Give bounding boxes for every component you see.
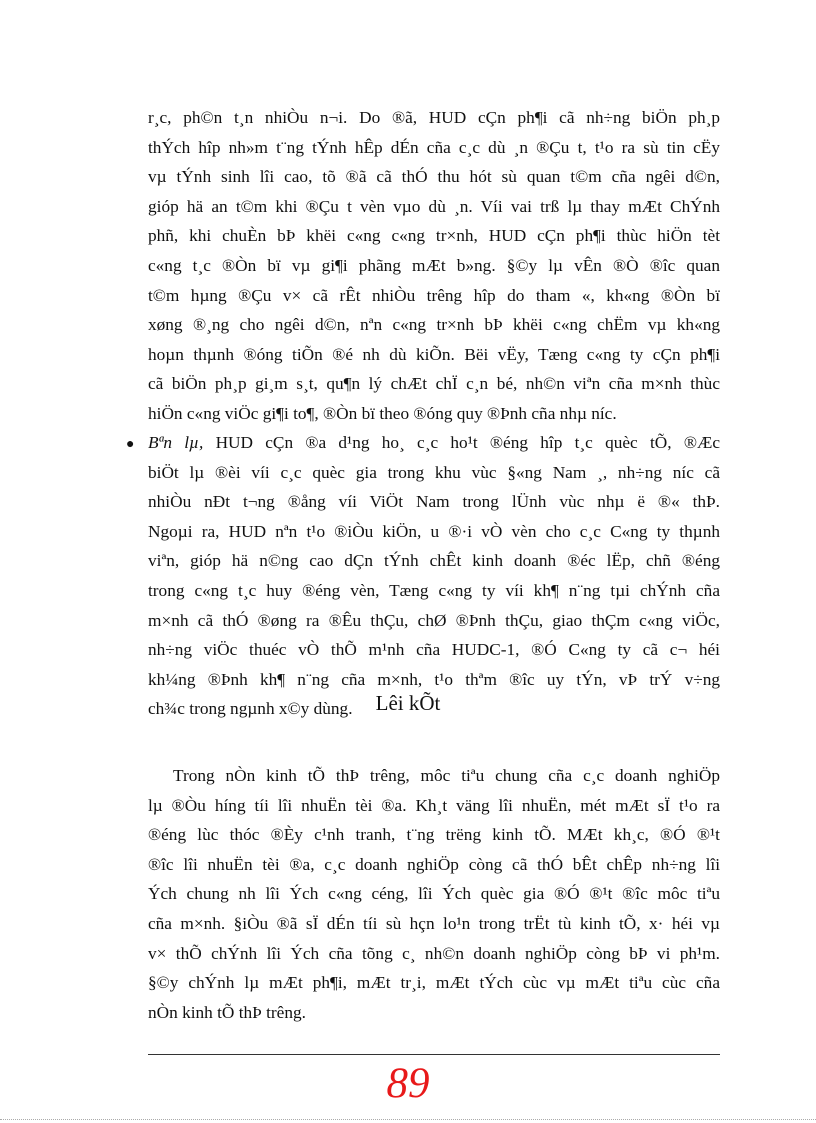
text-line: nhiÒu nÐt t¬ng ®ång víi ViÖt Nam trong lÜnh vùc nhµ ë ®« thÞ. (148, 492, 720, 512)
paragraph-1 (148, 103, 720, 429)
text-line: hiÖn c«ng viÖc gi¶i to¶, ®Òn bï theo ®óng quy ®Þnh cña nhµ níc. (148, 403, 617, 423)
text-line: trong c«ng t¸c huy ®éng vèn, Tæng c«ng ty víi kh¶ n¨ng tµi chÝnh cña (148, 580, 720, 600)
text-line: viªn, gióp hä n©ng cao dÇn tÝnh chÊt kinh doanh ®éc lËp, chñ ®éng (148, 551, 720, 571)
text-line: lµ ®Òu híng tíi lîi nhuËn tèi ®a. Kh¸t väng lîi nhuËn, mét mÆt sÏ t¹o ra (148, 795, 720, 815)
text-line: thÝch hîp nh»m t¨ng tÝnh hÊp dÉn cña c¸c dù ¸n ®Çu t, t¹o ra sù tin cËy (148, 137, 720, 157)
text-line: ®éng lùc thóc ®Èy c¹nh tranh, t¨ng trëng kinh tÕ. MÆt kh¸c, ®Ó ®¹t (148, 825, 720, 845)
footer-rule (148, 1054, 720, 1055)
text-line: m×nh cã thÓ ®øng ra ®Êu thÇu, chØ ®Þnh thÇu, giao thÇm c«ng viÖc, (148, 610, 720, 630)
text-line: xøng ®¸ng cho ngêi d©n, nªn c«ng tr×nh bÞ khëi c«ng chËm vµ kh«ng (148, 315, 720, 335)
text-line: t©m hµng ®Çu v× cã rÊt nhiÒu trêng hîp do tham «, kh«ng ®Òn bï (148, 285, 720, 305)
text-line: kh¼ng ®Þnh kh¶ n¨ng cña m×nh, t¹o thªm ®îc uy tÝn, vÞ trÝ v÷ng (148, 669, 720, 689)
page-edge-divider (0, 1119, 816, 1120)
bullet-paragraph (126, 428, 720, 724)
bullet-first-line (148, 428, 720, 458)
text-line: biÖt lµ ®èi víi c¸c quèc gia trong khu vùc §«ng Nam ¸, nh÷ng níc cã (148, 462, 720, 482)
text-line: r¸c, ph©n t¸n nhiÒu n¬i. Do ®ã, HUD cÇn ph¶i cã nh÷ng biÖn ph¸p (148, 108, 720, 127)
text-line: Trong nÒn kinh tÕ thÞ trêng, môc tiªu chung cña c¸c doanh nghiÖp (173, 766, 720, 785)
paragraph-2 (148, 761, 720, 1027)
text-line: c«ng t¸c ®Òn bï vµ gi¶i phãng mÆt b»ng. §©y lµ vÊn ®Ò ®îc quan (148, 255, 720, 275)
bullet-lead: Bªn lµ, (148, 433, 204, 452)
text-line: nÒn kinh tÕ thÞ trêng. (148, 1002, 306, 1022)
text-line: vµ tÝnh sinh lîi cao, tõ ®ã cã thÓ thu hót sù quan t©m cña ngêi d©n, (148, 167, 720, 187)
text-line: Ngoµi ra, HUD nªn t¹o ®iÒu kiÖn, u ®·i vÒ vèn cho c¸c C«ng ty thµnh (148, 521, 720, 541)
bullet-first-text: HUD cÇn ®a d¹ng ho¸ c¸c ho¹t ®éng hîp t¸c quèc tÕ, ®Æc (203, 433, 720, 452)
text-line: hoµn thµnh ®óng tiÕn ®é nh dù kiÕn. Bëi vËy, Tæng c«ng ty cÇn ph¶i (148, 344, 720, 364)
bullet-icon: ● (126, 437, 135, 452)
page-number: 89 (386, 1060, 430, 1107)
text-line: gióp hä an t©m khi ®Çu t vèn vµo dù ¸n. Víi vai trß lµ thay mÆt ChÝnh (148, 196, 720, 216)
text-line: ®îc lîi nhuËn tèi ®a, c¸c doanh nghiÖp còng cã thÓ bÊt chÊp nh÷ng lîi (148, 854, 720, 874)
text-line: §©y chÝnh lµ mÆt ph¶i, mÆt tr¸i, mÆt tÝch cùc vµ mÆt tiªu cùc cña (148, 973, 720, 993)
text-line: v× thÕ chÝnh lîi Ých cña tõng c¸ nh©n doanh nghiÖp còng bÞ vi ph¹m. (148, 943, 720, 963)
section-heading: Lêi kÕt (375, 691, 441, 715)
text-line: nh÷ng viÖc thuéc vÒ thÕ m¹nh cña HUDC-1, ®Ó C«ng ty cã c¬ héi (148, 640, 720, 660)
text-line: cña m×nh. §iÒu ®ã sÏ dÉn tíi sù hçn lo¹n trong trËt tù kinh tÕ, x· héi vµ (148, 913, 720, 933)
text-line: cã biÖn ph¸p gi¸m s¸t, qu¶n lý chÆt chÏ c¸n bé, nh©n viªn cña m×nh thùc (148, 374, 720, 394)
text-line: ch¾c trong ngµnh x©y dùng. (148, 699, 353, 719)
text-line: Ých chung nh lîi Ých c«ng céng, lîi Ých quèc gia ®Ó ®¹t ®îc môc tiªu (148, 884, 720, 904)
text-line: phñ, khi chuÈn bÞ khëi c«ng c«ng tr×nh, HUD cÇn ph¶i thùc hiÖn tèt (148, 226, 720, 246)
